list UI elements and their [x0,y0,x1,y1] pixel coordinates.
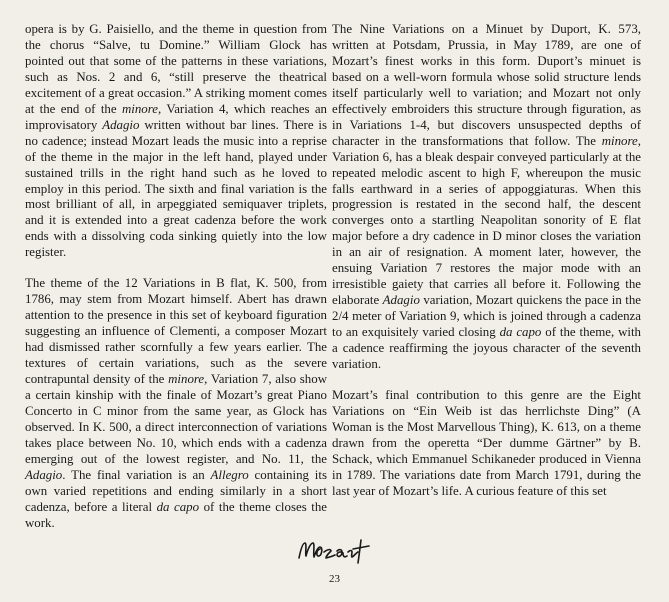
right-column [332,22,641,500]
left-paragraph-2: The theme of the 12 Variations in B flat, K. 500, from 1786, may stem from Mozart himself. Abert has drawn attention to the presence in this set of keyboard figuration suggesting an influence of Clementi, a composer Mozart had dismissed rather scornfully a few years earlier. The textures of certain variations, such as the severe contrapuntal density of the minore, Variation 7, also show a certain kinship with the finale of Mozart’s great Piano Concerto in C minor from the same year, as Glock has observed. In K. 500, a direct interconnection of variations takes place between No. 10, which ends with a cadenza emerging out of the lowest register, and No. 11, the Adagio. The final variation is an Allegro containing its own varied repetitions and ending similarly in a short cadenza, before a literal da capo of the theme closes the work. [25,276,327,530]
signature-icon [295,534,375,568]
mozart-signature-logo [295,534,375,568]
right-paragraph-2: Mozart’s final contribution to this genre are the Eight Variations on “Ein Weib ist das herrlichste Ding” (A Woman is the Most Marvellous Thing), K. 613, on a theme drawn from the operetta “Der dumme Gärtner” by B. Schack, which Emmanuel Schikaneder produced in Vienna in 1789. The variations date from March 1791, during the last year of Mozart’s life. A curious feature of this set [332,387,641,498]
page-number: 23 [329,573,340,585]
left-paragraph-1: opera is by G. Paisiello, and the theme in question from the chorus “Salve, tu Domine.” William Glock has pointed out that some of the patterns in these variations, such as Nos. 2 and 6, “still preserve the theatrical excitement of a great occasion.” A striking moment comes at the end of the minore, Variation 4, which reaches an improvisatory Adagio written without bar lines. There is no cadence; instead Mozart leads the music into a reprise of the theme in the major in the left hand, played under sustained trills in the right hand such as he loved to employ in this period. The sixth and final variation is the most brilliant of all, in arpeggiated semiquaver triplets, and it is extended into a great cadenza before the work ends with a dissolving coda sinking quietly into the low register. [25,22,328,260]
right-paragraph-1: The Nine Variations on a Minuet by Duport, K. 573, written at Potsdam, Prussia, in May 1789, are one of Mozart’s finest works in this form. Duport’s minuet is based on a well-worn formula whose solid structure lends itself particularly well to variation; and Mozart not only effectively embroiders this structure through figuration, as in Variations 1-4, but discovers unsuspected depths of character in the transformations that follow. The minore, Variation 6, has a bleak despair conveyed particularly at the repeated melodic ascent to high F, whereupon the music falls earthward in a series of appoggiaturas. When this progression is restated in the second half, the descent converges onto a startling Neapolitan sonority of E flat major before a dry cadence in D minor closes the variation in an air of resignation. A moment later, however, the ensuing Variation 7 restores the major mode with an irresistible gaiety that carries all before it. Following the elaborate Adagio variation, Mozart quickens the pace in the 2/4 meter of Variation 9, which is joined through a cadenza to an exquisitely varied closing da capo of the theme, with a cadence reaffirming the joyous character of the seventh variation. [332,22,641,372]
left-column [25,22,327,532]
